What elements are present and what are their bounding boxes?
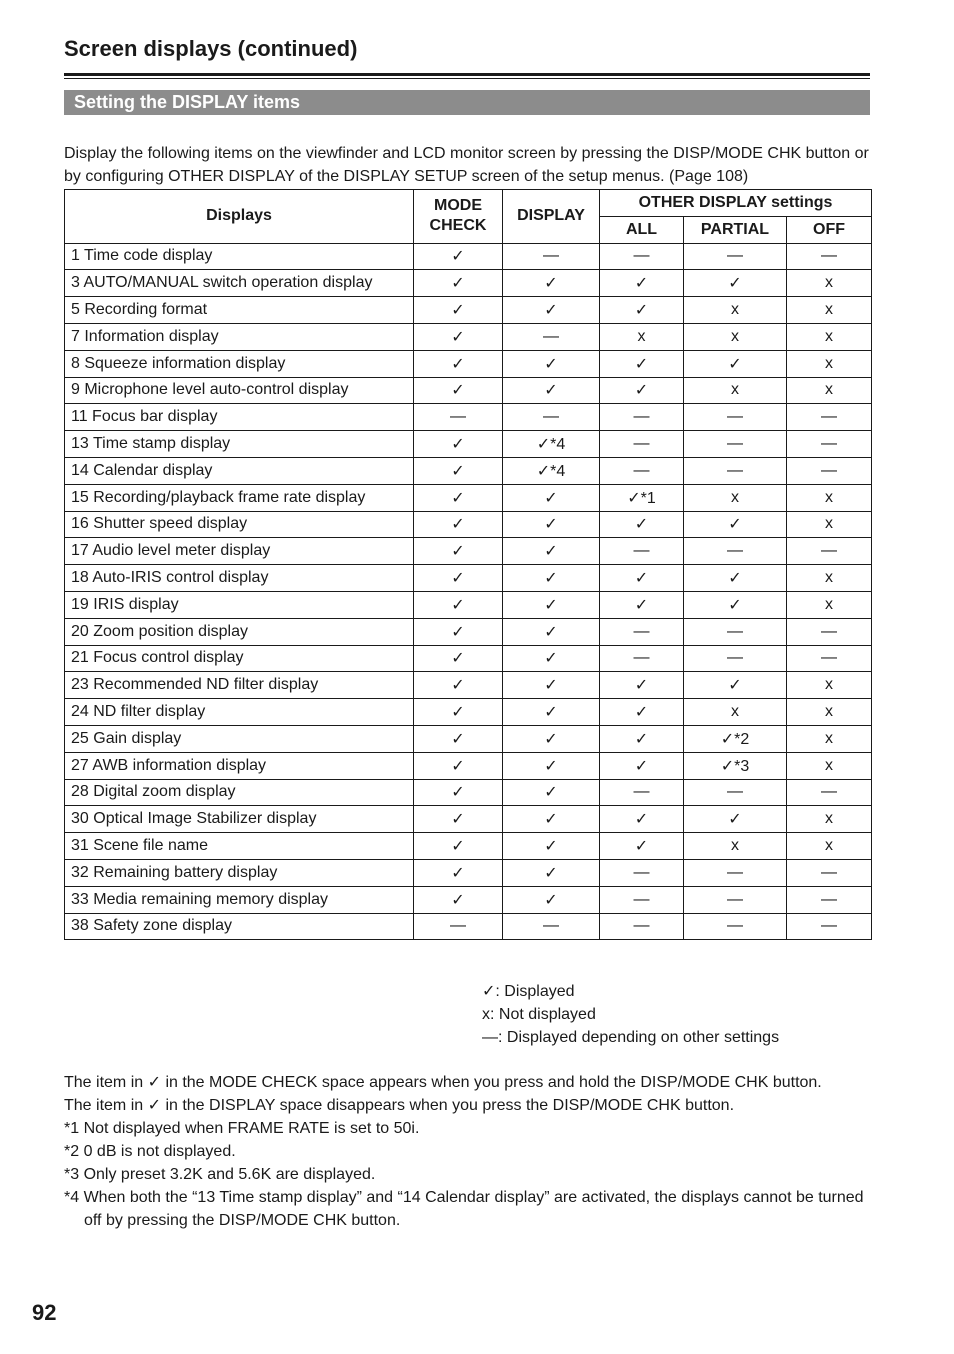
display-cell: ✓*4	[503, 431, 600, 458]
display-cell: ✓	[503, 806, 600, 833]
partial-cell: ✓	[684, 270, 787, 297]
partial-cell: —	[684, 431, 787, 458]
header-all: ALL	[600, 216, 684, 243]
partial-cell: ✓	[684, 511, 787, 538]
all-cell: ✓	[600, 377, 684, 404]
display-name: 25 Gain display	[65, 725, 414, 752]
display-cell: ✓	[503, 672, 600, 699]
partial-cell: —	[684, 886, 787, 913]
all-cell: ✓	[600, 672, 684, 699]
partial-cell: —	[684, 243, 787, 270]
table-row	[65, 404, 872, 431]
off-cell: x	[787, 725, 872, 752]
display-name: 32 Remaining battery display	[65, 859, 414, 886]
display-cell: ✓	[503, 779, 600, 806]
mode-check-cell: ✓	[414, 243, 503, 270]
display-cell: ✓	[503, 833, 600, 860]
partial-cell: x	[684, 323, 787, 350]
off-cell: x	[787, 699, 872, 726]
table-row	[65, 457, 872, 484]
table-row	[65, 377, 872, 404]
display-name: 3 AUTO/MANUAL switch operation display	[65, 270, 414, 297]
header-mode-check: MODE CHECK	[414, 190, 503, 244]
header-other-display-settings: OTHER DISPLAY settings	[600, 190, 872, 217]
display-name: 7 Information display	[65, 323, 414, 350]
display-name: 27 AWB information display	[65, 752, 414, 779]
display-cell: ✓	[503, 645, 600, 672]
table-row	[65, 350, 872, 377]
off-cell: —	[787, 457, 872, 484]
mode-check-cell: ✓	[414, 431, 503, 458]
footnote-3: *3 Only preset 3.2K and 5.6K are displayed.	[64, 1166, 376, 1183]
all-cell: —	[600, 618, 684, 645]
partial-cell: ✓	[684, 806, 787, 833]
mode-check-cell: ✓	[414, 377, 503, 404]
off-cell: x	[787, 323, 872, 350]
display-cell: ✓	[503, 699, 600, 726]
table-row	[65, 779, 872, 806]
off-cell: x	[787, 806, 872, 833]
display-cell: ✓	[503, 752, 600, 779]
display-name: 21 Focus control display	[65, 645, 414, 672]
off-cell: —	[787, 913, 872, 940]
header-display: DISPLAY	[503, 190, 600, 244]
display-name: 19 IRIS display	[65, 591, 414, 618]
all-cell: ✓	[600, 270, 684, 297]
table-row	[65, 886, 872, 913]
page-title: Screen displays (continued)	[64, 36, 358, 61]
display-cell: ✓	[503, 565, 600, 592]
off-cell: —	[787, 404, 872, 431]
mode-check-cell: —	[414, 404, 503, 431]
note-display: The item in ✓ in the DISPLAY space disappears when you press the DISP/MODE CHK button.	[64, 1097, 735, 1114]
off-cell: x	[787, 752, 872, 779]
off-cell: —	[787, 243, 872, 270]
display-name: 9 Microphone level auto-control display	[65, 377, 414, 404]
table-row	[65, 565, 872, 592]
all-cell: —	[600, 645, 684, 672]
mode-check-cell: ✓	[414, 270, 503, 297]
partial-cell: x	[684, 377, 787, 404]
table-row	[65, 323, 872, 350]
mode-check-cell: ✓	[414, 565, 503, 592]
partial-cell: —	[684, 538, 787, 565]
header-displays: Displays	[65, 190, 414, 244]
display-cell: ✓*4	[503, 457, 600, 484]
partial-cell: ✓*3	[684, 752, 787, 779]
display-name: 33 Media remaining memory display	[65, 886, 414, 913]
legend-not-displayed: x: Not displayed	[482, 1006, 596, 1023]
display-name: 1 Time code display	[65, 243, 414, 270]
all-cell: —	[600, 913, 684, 940]
partial-cell: —	[684, 779, 787, 806]
display-name: 13 Time stamp display	[65, 431, 414, 458]
all-cell: ✓	[600, 297, 684, 324]
display-name: 16 Shutter speed display	[65, 511, 414, 538]
display-cell: —	[503, 913, 600, 940]
all-cell: ✓	[600, 591, 684, 618]
table-row	[65, 243, 872, 270]
partial-cell: —	[684, 859, 787, 886]
header-off: OFF	[787, 216, 872, 243]
table-row	[65, 538, 872, 565]
display-cell: ✓	[503, 270, 600, 297]
partial-cell: ✓	[684, 591, 787, 618]
off-cell: x	[787, 350, 872, 377]
table-row	[65, 913, 872, 940]
title-rule-thin	[64, 78, 870, 79]
notes	[64, 1071, 876, 1232]
display-name: 18 Auto-IRIS control display	[65, 565, 414, 592]
all-cell: ✓*1	[600, 484, 684, 511]
footnote-1: *1 Not displayed when FRAME RATE is set to 50i.	[64, 1120, 420, 1137]
partial-cell: x	[684, 297, 787, 324]
display-cell: ✓	[503, 859, 600, 886]
display-cell: ✓	[503, 886, 600, 913]
table-row	[65, 859, 872, 886]
display-cell: ✓	[503, 297, 600, 324]
table-row	[65, 297, 872, 324]
off-cell: x	[787, 672, 872, 699]
legend-displayed: ✓: Displayed	[482, 983, 575, 1000]
display-cell: —	[503, 404, 600, 431]
mode-check-cell: ✓	[414, 779, 503, 806]
all-cell: —	[600, 457, 684, 484]
off-cell: x	[787, 270, 872, 297]
partial-cell: —	[684, 618, 787, 645]
table-row	[65, 591, 872, 618]
table-row	[65, 806, 872, 833]
table-row	[65, 270, 872, 297]
all-cell: —	[600, 243, 684, 270]
partial-cell: ✓	[684, 350, 787, 377]
display-cell: ✓	[503, 350, 600, 377]
off-cell: x	[787, 484, 872, 511]
table-row	[65, 618, 872, 645]
table-row	[65, 431, 872, 458]
off-cell: x	[787, 297, 872, 324]
all-cell: —	[600, 859, 684, 886]
table-row	[65, 725, 872, 752]
table-row	[65, 645, 872, 672]
table-body	[65, 243, 872, 940]
mode-check-cell: ✓	[414, 457, 503, 484]
mode-check-cell: ✓	[414, 538, 503, 565]
partial-cell: ✓	[684, 672, 787, 699]
partial-cell: —	[684, 404, 787, 431]
display-cell: ✓	[503, 725, 600, 752]
all-cell: —	[600, 538, 684, 565]
off-cell: —	[787, 618, 872, 645]
all-cell: ✓	[600, 833, 684, 860]
display-cell: —	[503, 323, 600, 350]
display-cell: ✓	[503, 511, 600, 538]
mode-check-cell: ✓	[414, 350, 503, 377]
page-number: 92	[32, 1300, 57, 1325]
table-row	[65, 511, 872, 538]
display-cell: —	[503, 243, 600, 270]
display-items-table	[64, 189, 872, 940]
display-cell: ✓	[503, 484, 600, 511]
mode-check-cell: ✓	[414, 725, 503, 752]
partial-cell: —	[684, 913, 787, 940]
display-name: 15 Recording/playback frame rate display	[65, 484, 414, 511]
display-cell: ✓	[503, 591, 600, 618]
all-cell: —	[600, 779, 684, 806]
footnote-4: *4 When both the “13 Time stamp display” and “14 Calendar display” are activated, the displays cannot be turned off by pressing the DISP/MODE CHK button.	[64, 1189, 864, 1229]
all-cell: ✓	[600, 350, 684, 377]
display-name: 23 Recommended ND filter display	[65, 672, 414, 699]
all-cell: x	[600, 323, 684, 350]
intro-paragraph: Display the following items on the viewfinder and LCD monitor screen by pressing the DISP/MODE CHK button or by configuring OTHER DISPLAY of the DISPLAY SETUP screen of the setup menus. (Page 108)	[64, 145, 869, 185]
table-row	[65, 672, 872, 699]
mode-check-cell: ✓	[414, 752, 503, 779]
table-header-row	[65, 190, 872, 217]
display-cell: ✓	[503, 377, 600, 404]
off-cell: —	[787, 538, 872, 565]
partial-cell: ✓	[684, 565, 787, 592]
all-cell: ✓	[600, 725, 684, 752]
table-row	[65, 699, 872, 726]
all-cell: —	[600, 431, 684, 458]
off-cell: —	[787, 431, 872, 458]
partial-cell: —	[684, 645, 787, 672]
title-rule-thick	[64, 73, 870, 76]
display-cell: ✓	[503, 618, 600, 645]
mode-check-cell: ✓	[414, 806, 503, 833]
mode-check-cell: ✓	[414, 645, 503, 672]
all-cell: ✓	[600, 699, 684, 726]
off-cell: x	[787, 565, 872, 592]
partial-cell: ✓*2	[684, 725, 787, 752]
display-name: 24 ND filter display	[65, 699, 414, 726]
all-cell: ✓	[600, 511, 684, 538]
note-mode-check: The item in ✓ in the MODE CHECK space appears when you press and hold the DISP/MODE CHK button.	[64, 1074, 822, 1091]
display-name: 28 Digital zoom display	[65, 779, 414, 806]
display-name: 5 Recording format	[65, 297, 414, 324]
mode-check-cell: ✓	[414, 618, 503, 645]
partial-cell: x	[684, 484, 787, 511]
display-cell: ✓	[503, 538, 600, 565]
off-cell: —	[787, 645, 872, 672]
table-row	[65, 833, 872, 860]
mode-check-cell: ✓	[414, 484, 503, 511]
display-name: 30 Optical Image Stabilizer display	[65, 806, 414, 833]
display-name: 17 Audio level meter display	[65, 538, 414, 565]
display-name: 11 Focus bar display	[65, 404, 414, 431]
legend	[482, 980, 779, 1049]
off-cell: x	[787, 377, 872, 404]
all-cell: ✓	[600, 806, 684, 833]
partial-cell: x	[684, 833, 787, 860]
partial-cell: —	[684, 457, 787, 484]
display-name: 38 Safety zone display	[65, 913, 414, 940]
off-cell: —	[787, 886, 872, 913]
header-partial: PARTIAL	[684, 216, 787, 243]
mode-check-cell: ✓	[414, 323, 503, 350]
mode-check-cell: ✓	[414, 511, 503, 538]
all-cell: ✓	[600, 565, 684, 592]
mode-check-cell: —	[414, 913, 503, 940]
mode-check-cell: ✓	[414, 886, 503, 913]
display-name: 31 Scene file name	[65, 833, 414, 860]
off-cell: x	[787, 511, 872, 538]
all-cell: —	[600, 404, 684, 431]
display-name: 20 Zoom position display	[65, 618, 414, 645]
display-name: 14 Calendar display	[65, 457, 414, 484]
mode-check-cell: ✓	[414, 672, 503, 699]
all-cell: —	[600, 886, 684, 913]
mode-check-cell: ✓	[414, 591, 503, 618]
mode-check-cell: ✓	[414, 833, 503, 860]
off-cell: x	[787, 591, 872, 618]
display-name: 8 Squeeze information display	[65, 350, 414, 377]
all-cell: ✓	[600, 752, 684, 779]
off-cell: —	[787, 859, 872, 886]
mode-check-cell: ✓	[414, 859, 503, 886]
table-row	[65, 484, 872, 511]
off-cell: x	[787, 833, 872, 860]
partial-cell: x	[684, 699, 787, 726]
table-row	[65, 752, 872, 779]
section-heading: Setting the DISPLAY items	[64, 90, 870, 115]
legend-depends: —: Displayed depending on other settings	[482, 1029, 780, 1046]
footnote-2: *2 0 dB is not displayed.	[64, 1143, 236, 1160]
mode-check-cell: ✓	[414, 297, 503, 324]
off-cell: —	[787, 779, 872, 806]
mode-check-cell: ✓	[414, 699, 503, 726]
